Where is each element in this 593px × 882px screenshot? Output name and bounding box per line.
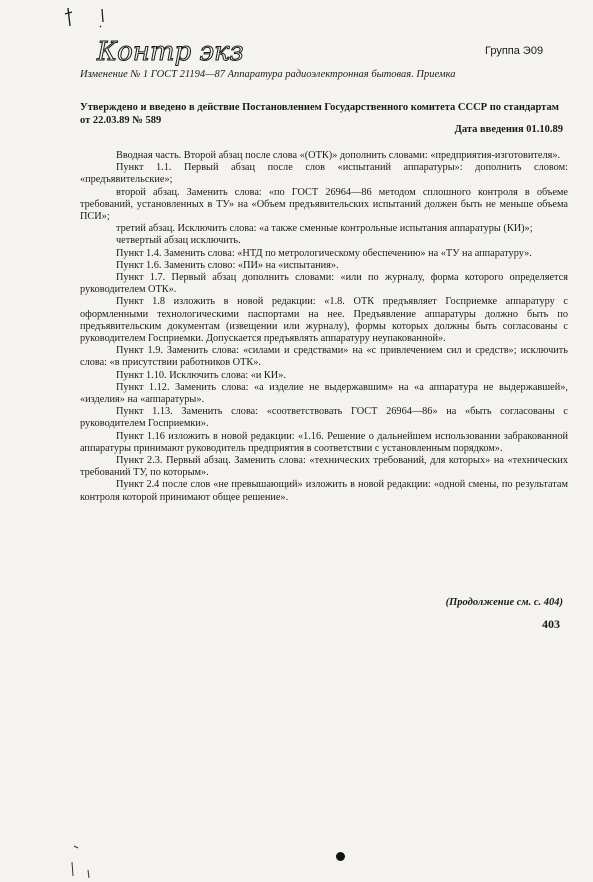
paragraph: Пункт 1.6. Заменить слово: «ПИ» на «испытания». (116, 259, 339, 271)
pen-marks-bottom (60, 840, 110, 880)
paragraph: Вводная часть. Второй абзац после слова «(ОТК)» дополнить словами: «предприятия-изготовителя». (116, 150, 561, 161)
change-title (80, 68, 560, 82)
paragraph: Пункт 1.10. Исключить слова: «и КИ». (116, 369, 286, 381)
paragraph: третий абзац. Исключить слова: «а также сменные контрольные испытания аппаратуры (КИ)»; (116, 223, 533, 235)
paragraph: Пункт 1.4. Заменить слова: «НТД по метрологическому обеспечению» на «ТУ на аппаратуру». (116, 247, 532, 259)
continuation-note: (Продолжение см. с. 404) (445, 597, 563, 608)
paragraph: второй абзац. Заменить слова: «по ГОСТ 26964—86 методом сплошного контроля в объеме требований, установленных в ТУ» на «Объем предъявительских испытаний должен быть не меньше объема ПСИ»; (80, 186, 568, 223)
handwritten-text: Контр экз (97, 37, 244, 67)
paragraph: Пункт 1.8 изложить в новой редакции: «1.8. ОТК предъявляет Госприемке аппаратуру с оформленными технологическими паспортами на нее. Предъявление аппаратуры должно быть по предъявительским документам (извещении или журналу), формы которых должны быть согласованы с руководителем Госприемки. Допускается предъявлять аппаратуру неупакованной». (80, 296, 568, 345)
paragraph: Пункт 1.13. Заменить слова: «соответствовать ГОСТ 26964—86» на «быть согласованы с руководителем Госприемки». (80, 406, 568, 430)
paragraph: Пункт 2.3. Первый абзац. Заменить слова: «технических требований, для которых» на «технических требований ТУ, по которым». (80, 455, 568, 479)
effective-date: Дата введения 01.10.89 (454, 124, 563, 135)
handwritten-stamp (95, 34, 275, 68)
paragraph: Пункт 1.7. Первый абзац дополнить словами: «или по журналу, форма которого определяется руководителем ОТК». (80, 272, 568, 296)
change-title-text: Изменение № 1 ГОСТ 21194—87 Аппаратура радиоэлектронная бытовая. Приемка (80, 69, 456, 80)
paragraph: Пункт 1.12. Заменить слова: «а изделие не выдержавшим» на «а аппаратура не выдержавшей», «изделия» на «аппаратуры». (80, 381, 568, 406)
approval-statement: Утверждено и введено в действие Постановлением Государственного комитета СССР по стандартам от 22.03.89 № 589 (80, 102, 559, 126)
paragraph: четвертый абзац исключить. (116, 235, 241, 247)
document-body (80, 150, 568, 504)
paragraph: Пункт 1.9. Заменить слова: «силами и средствами» на «с привлечением сил и средств»; исключить слова: «в присутствии работников ОТК». (80, 345, 568, 369)
pen-marks-top (60, 6, 120, 30)
ink-dot (336, 852, 345, 861)
paragraph: Пункт 2.4 после слов «не превышающий» изложить в новой редакции: «одной смены, по результатам контроля которой принимают общее решение». (80, 479, 568, 503)
paragraph: Пункт 1.1. Первый абзац после слов «испытаний аппаратуры»: дополнить словом: «предъявительские»; (80, 162, 568, 186)
group-code: Группа Э09 (485, 45, 544, 57)
paragraph: Пункт 1.16 изложить в новой редакции: «1.16. Решение о дальнейшем использовании забракованной аппаратуры принимают руководитель предприятия в соответствии с установленным порядком». (80, 430, 568, 454)
page-number: 403 (542, 617, 560, 631)
